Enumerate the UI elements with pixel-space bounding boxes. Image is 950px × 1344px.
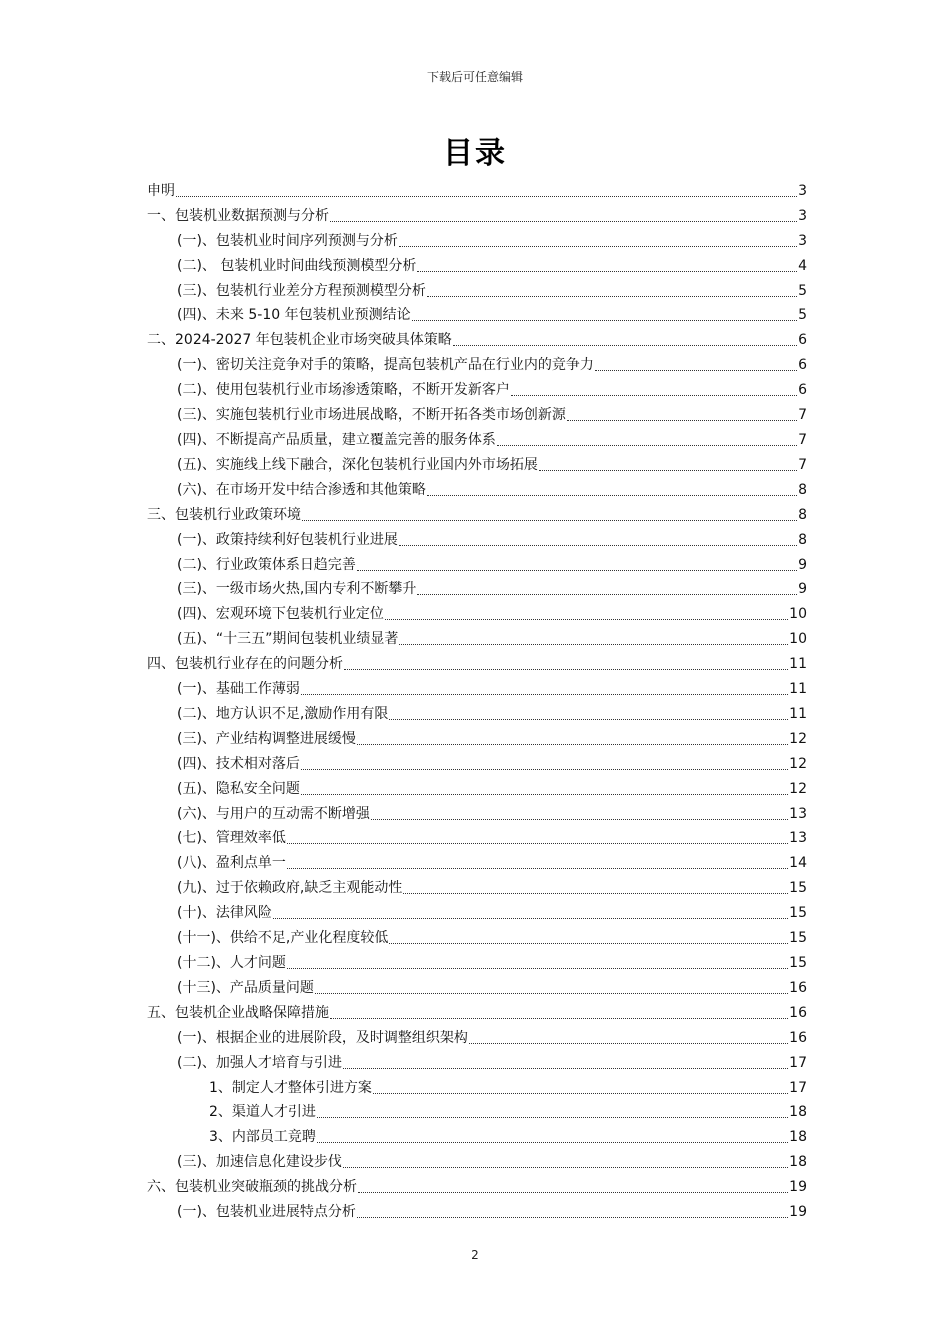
toc-entry-page: 11 bbox=[789, 656, 807, 673]
toc-entry-page: 3 bbox=[798, 232, 807, 249]
toc-entry-page: 15 bbox=[789, 930, 807, 947]
page-title: 目录 bbox=[443, 136, 507, 171]
toc-entry-page: 16 bbox=[789, 979, 807, 996]
toc-entry-title: (五)、“十三五”期间包装机业绩显著 bbox=[177, 631, 399, 648]
toc-entry-title: (二)、地方认识不足,激励作用有限 bbox=[177, 705, 389, 722]
toc-entry-page: 7 bbox=[798, 407, 807, 424]
dot-leader bbox=[357, 1216, 788, 1218]
dot-leader bbox=[301, 693, 788, 695]
toc-entry-page: 7 bbox=[798, 431, 807, 448]
toc-entry[interactable] bbox=[147, 225, 807, 250]
toc-entry[interactable] bbox=[147, 798, 807, 823]
table-of-contents bbox=[147, 175, 807, 1221]
dot-leader bbox=[567, 419, 797, 421]
toc-entry[interactable] bbox=[147, 424, 807, 449]
dot-leader bbox=[358, 1191, 788, 1193]
dot-leader bbox=[357, 569, 797, 571]
toc-entry[interactable] bbox=[147, 773, 807, 798]
toc-entry[interactable] bbox=[147, 300, 807, 325]
toc-entry-title: (三)、实施包装机行业市场进展战略，不断开拓各类市场创新源 bbox=[177, 407, 566, 424]
toc-entry-title: 2、渠道人才引进 bbox=[209, 1104, 316, 1121]
dot-leader bbox=[302, 519, 797, 521]
dot-leader bbox=[389, 942, 788, 944]
toc-entry-page: 9 bbox=[798, 556, 807, 573]
toc-entry-page: 10 bbox=[789, 606, 807, 623]
dot-leader bbox=[399, 643, 788, 645]
toc-entry-page: 3 bbox=[798, 207, 807, 224]
toc-entry-page: 15 bbox=[789, 955, 807, 971]
toc-entry-title: (九)、过于依赖政府,缺乏主观能动性 bbox=[177, 880, 403, 897]
dot-leader bbox=[453, 344, 797, 346]
toc-entry[interactable] bbox=[147, 648, 807, 673]
toc-entry-title: 一、包装机业数据预测与分析 bbox=[147, 207, 329, 224]
toc-entry-title: (四)、宏观环境下包装机行业定位 bbox=[177, 606, 384, 623]
dot-leader bbox=[497, 444, 797, 446]
dot-leader bbox=[371, 818, 788, 820]
toc-entry-page: 6 bbox=[798, 332, 807, 349]
dot-leader bbox=[399, 245, 797, 247]
toc-entry-page: 8 bbox=[798, 506, 807, 523]
toc-entry-title: 四、包装机行业存在的问题分析 bbox=[147, 656, 343, 673]
dot-leader bbox=[330, 220, 797, 222]
toc-entry-title: 申明 bbox=[147, 182, 175, 199]
dot-leader bbox=[403, 892, 788, 894]
dot-leader bbox=[373, 1092, 788, 1094]
dot-leader bbox=[595, 369, 797, 371]
toc-entry-page: 18 bbox=[789, 1129, 807, 1146]
toc-entry-page: 6 bbox=[798, 382, 807, 399]
dot-leader bbox=[385, 618, 788, 620]
toc-entry[interactable] bbox=[147, 1022, 807, 1047]
toc-entry[interactable] bbox=[147, 1097, 807, 1122]
dot-leader bbox=[539, 469, 797, 471]
toc-entry[interactable] bbox=[147, 374, 807, 399]
toc-entry-page: 16 bbox=[789, 1029, 807, 1046]
toc-entry-title: (二)、加强人才培育与引进 bbox=[177, 1054, 342, 1071]
toc-entry-title: (二)、行业政策体系日趋完善 bbox=[177, 556, 356, 573]
toc-entry[interactable] bbox=[147, 598, 807, 623]
dot-leader bbox=[317, 1116, 788, 1118]
toc-entry[interactable] bbox=[147, 1171, 807, 1196]
dot-leader bbox=[412, 319, 797, 321]
toc-entry-title: (十)、法律风险 bbox=[177, 905, 272, 922]
dot-leader bbox=[315, 992, 788, 994]
toc-entry[interactable] bbox=[147, 723, 807, 748]
toc-entry[interactable] bbox=[147, 499, 807, 524]
toc-entry-title: (二)、使用包装机行业市场渗透策略，不断开发新客户 bbox=[177, 382, 510, 399]
toc-entry[interactable] bbox=[147, 748, 807, 773]
toc-entry-page: 17 bbox=[789, 1079, 807, 1096]
toc-entry-title: (三)、包装机行业差分方程预测模型分析 bbox=[177, 282, 426, 299]
toc-entry-page: 5 bbox=[798, 307, 807, 324]
toc-entry[interactable] bbox=[147, 823, 807, 848]
dot-leader bbox=[343, 1067, 788, 1069]
toc-entry-title: (一)、政策持续利好包装机行业进展 bbox=[177, 531, 398, 548]
toc-entry-title: (一)、密切关注竞争对手的策略，提高包装机产品在行业内的竞争力 bbox=[177, 357, 594, 374]
toc-entry-page: 15 bbox=[789, 905, 807, 922]
toc-entry[interactable] bbox=[147, 275, 807, 300]
dot-leader bbox=[301, 768, 788, 770]
toc-entry-title: (四)、技术相对落后 bbox=[177, 755, 300, 772]
toc-entry[interactable] bbox=[147, 324, 807, 349]
toc-entry-title: (一)、包装机业进展特点分析 bbox=[177, 1204, 356, 1221]
toc-entry[interactable] bbox=[147, 972, 807, 997]
toc-entry-page: 11 bbox=[789, 705, 807, 722]
toc-entry[interactable] bbox=[147, 673, 807, 698]
toc-entry-title: (二)、 包装机业时间曲线预测模型分析 bbox=[177, 257, 417, 274]
toc-entry[interactable] bbox=[147, 1196, 807, 1221]
dot-leader bbox=[317, 1141, 788, 1143]
toc-entry[interactable] bbox=[147, 349, 807, 374]
toc-entry-title: (十二)、人才问题 bbox=[177, 955, 286, 971]
toc-entry[interactable] bbox=[147, 922, 807, 947]
toc-entry-page: 19 bbox=[789, 1179, 807, 1196]
toc-entry-title: 六、包装机业突破瓶颈的挑战分析 bbox=[147, 1179, 357, 1196]
toc-entry-page: 8 bbox=[798, 531, 807, 548]
dot-leader bbox=[427, 295, 797, 297]
dot-leader bbox=[330, 1017, 788, 1019]
toc-entry[interactable] bbox=[147, 175, 807, 200]
toc-entry-page: 14 bbox=[789, 855, 807, 872]
toc-entry-page: 17 bbox=[789, 1054, 807, 1071]
dot-leader bbox=[399, 544, 797, 546]
dot-leader bbox=[417, 270, 797, 272]
dot-leader bbox=[287, 842, 788, 844]
toc-entry[interactable] bbox=[147, 947, 807, 972]
toc-entry-page: 9 bbox=[798, 581, 807, 598]
toc-entry[interactable] bbox=[147, 1072, 807, 1097]
toc-entry-title: (五)、实施线上线下融合，深化包装机行业国内外市场拓展 bbox=[177, 456, 538, 473]
page-header: 下载后可任意编辑 bbox=[426, 70, 523, 84]
dot-leader bbox=[273, 917, 788, 919]
toc-entry-title: (一)、包装机业时间序列预测与分析 bbox=[177, 232, 398, 249]
toc-entry-title: (三)、加速信息化建设步伐 bbox=[177, 1154, 342, 1171]
toc-entry-page: 8 bbox=[798, 481, 807, 498]
toc-entry-page: 19 bbox=[789, 1204, 807, 1221]
toc-entry-title: (六)、在市场开发中结合渗透和其他策略 bbox=[177, 481, 426, 498]
dot-leader bbox=[344, 668, 788, 670]
toc-entry-title: (四)、未来 5-10 年包装机业预测结论 bbox=[177, 307, 411, 324]
page-number: 2 bbox=[471, 1248, 479, 1262]
toc-entry-title: (一)、根据企业的进展阶段，及时调整组织架构 bbox=[177, 1029, 468, 1046]
toc-entry[interactable] bbox=[147, 997, 807, 1022]
toc-entry-title: 三、包装机行业政策环境 bbox=[147, 506, 301, 523]
toc-entry-page: 6 bbox=[798, 357, 807, 374]
toc-entry[interactable] bbox=[147, 698, 807, 723]
toc-entry-page: 18 bbox=[789, 1104, 807, 1121]
toc-entry[interactable] bbox=[147, 399, 807, 424]
toc-entry-page: 15 bbox=[789, 880, 807, 897]
dot-leader bbox=[469, 1042, 788, 1044]
toc-entry[interactable] bbox=[147, 549, 807, 574]
toc-entry-title: (十三)、产品质量问题 bbox=[177, 979, 314, 996]
dot-leader bbox=[287, 867, 788, 869]
toc-entry-title: (七)、管理效率低 bbox=[177, 830, 286, 847]
dot-leader bbox=[176, 195, 797, 197]
toc-entry-page: 18 bbox=[789, 1154, 807, 1171]
toc-entry-page: 12 bbox=[789, 780, 807, 797]
toc-entry[interactable] bbox=[147, 574, 807, 599]
toc-entry-title: (六)、与用户的互动需不断增强 bbox=[177, 805, 370, 822]
toc-entry-title: (十一)、供给不足,产业化程度较低 bbox=[177, 930, 389, 947]
toc-entry-title: (三)、产业结构调整进展缓慢 bbox=[177, 730, 356, 747]
toc-entry-page: 5 bbox=[798, 282, 807, 299]
toc-entry-title: 3、内部员工竞聘 bbox=[209, 1129, 316, 1146]
toc-entry-title: (四)、不断提高产品质量，建立覆盖完善的服务体系 bbox=[177, 431, 496, 448]
toc-entry-title: 1、制定人才整体引进方案 bbox=[209, 1079, 372, 1096]
toc-entry[interactable] bbox=[147, 1146, 807, 1171]
toc-entry-page: 11 bbox=[789, 681, 807, 698]
toc-entry-page: 4 bbox=[798, 257, 807, 274]
toc-entry-page: 3 bbox=[798, 182, 807, 199]
toc-entry[interactable] bbox=[147, 474, 807, 499]
toc-entry-page: 13 bbox=[789, 805, 807, 822]
toc-entry-page: 13 bbox=[789, 830, 807, 847]
dot-leader bbox=[343, 1166, 788, 1168]
toc-entry[interactable] bbox=[147, 623, 807, 648]
toc-entry[interactable] bbox=[147, 847, 807, 872]
toc-entry[interactable] bbox=[147, 200, 807, 225]
toc-entry-page: 16 bbox=[789, 1004, 807, 1021]
toc-entry[interactable] bbox=[147, 897, 807, 922]
toc-entry[interactable] bbox=[147, 250, 807, 275]
toc-entry-page: 10 bbox=[789, 631, 807, 648]
toc-entry-page: 7 bbox=[798, 456, 807, 473]
dot-leader bbox=[287, 967, 788, 969]
dot-leader bbox=[417, 593, 797, 595]
dot-leader bbox=[427, 494, 797, 496]
toc-entry-title: 二、2024-2027 年包装机企业市场突破具体策略 bbox=[147, 332, 452, 349]
toc-entry-title: 五、包装机企业战略保障措施 bbox=[147, 1004, 329, 1021]
toc-entry-page: 12 bbox=[789, 730, 807, 747]
toc-entry[interactable] bbox=[147, 524, 807, 549]
toc-entry[interactable] bbox=[147, 449, 807, 474]
dot-leader bbox=[511, 394, 797, 396]
dot-leader bbox=[301, 793, 788, 795]
toc-entry-page: 12 bbox=[789, 755, 807, 772]
toc-entry-title: (三)、一级市场火热,国内专利不断攀升 bbox=[177, 581, 417, 598]
dot-leader bbox=[357, 743, 788, 745]
toc-entry-title: (八)、盈利点单一 bbox=[177, 855, 286, 872]
toc-entry[interactable] bbox=[147, 872, 807, 897]
toc-entry[interactable] bbox=[147, 1047, 807, 1072]
toc-entry-title: (一)、基础工作薄弱 bbox=[177, 681, 300, 698]
dot-leader bbox=[389, 718, 788, 720]
toc-entry-title: (五)、隐私安全问题 bbox=[177, 780, 300, 797]
toc-entry[interactable] bbox=[147, 1121, 807, 1146]
